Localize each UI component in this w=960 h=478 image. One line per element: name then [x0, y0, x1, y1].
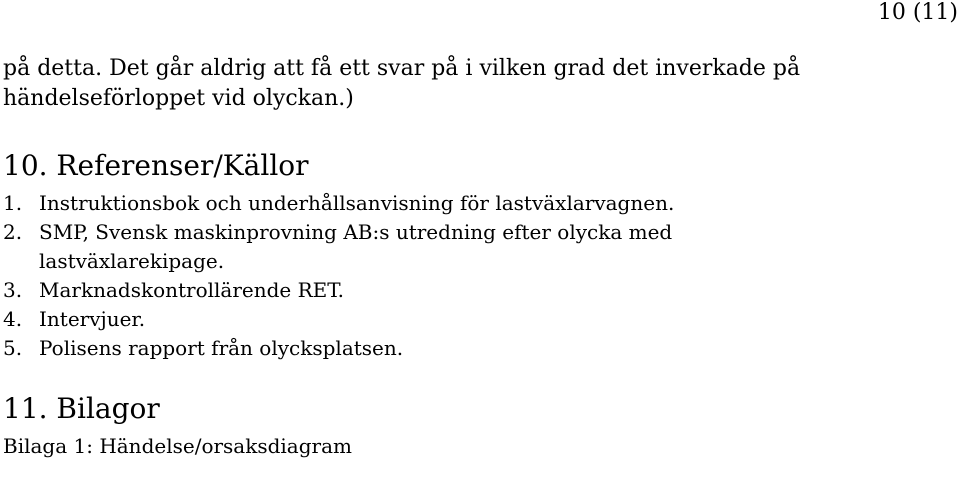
- intro-paragraph: på detta. Det går aldrig att få ett svar på i vilken grad det inverkade på händelseförloppet vid olyckan.): [3, 56, 801, 111]
- reference-text: Intervjuer.: [39, 307, 146, 331]
- reference-item: [3, 276, 953, 305]
- references-heading: 10. Referenser/Källor: [3, 149, 309, 182]
- reference-item: [3, 305, 953, 334]
- attachment-item: Bilaga 1: Händelse/orsaksdiagram: [3, 434, 352, 458]
- reference-item: [3, 189, 953, 218]
- reference-item: [3, 334, 953, 363]
- reference-text: Polisens rapport från olycksplatsen.: [39, 336, 404, 360]
- document-body: [3, 54, 953, 461]
- reference-item: [3, 218, 953, 276]
- references-list: [3, 189, 953, 363]
- reference-number: 2.: [3, 220, 23, 244]
- reference-number: 3.: [3, 278, 23, 302]
- reference-text: SMP, Svensk maskinprovning AB:s utredning efter olycka med lastväxlarekipage.: [39, 220, 673, 273]
- reference-number: 5.: [3, 336, 23, 360]
- reference-text: Marknadskontrollärende RET.: [39, 278, 345, 302]
- page-number: 10 (11): [877, 0, 958, 25]
- reference-number: 1.: [3, 191, 23, 215]
- reference-text: Instruktionsbok och underhållsanvisning för lastväxlarvagnen.: [39, 191, 675, 215]
- reference-number: 4.: [3, 307, 23, 331]
- attachments-heading: 11. Bilagor: [3, 392, 160, 425]
